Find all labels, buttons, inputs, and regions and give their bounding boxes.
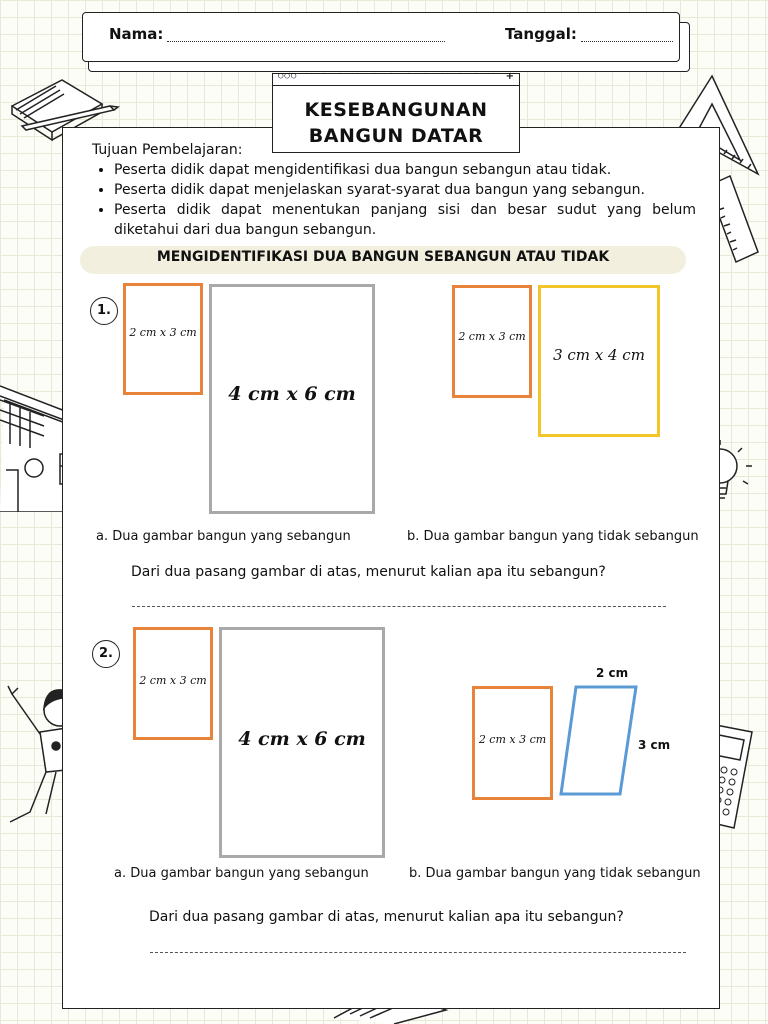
small-rectangle	[123, 283, 203, 395]
dimension-label-top: 2 cm	[596, 666, 629, 680]
parallelogram	[556, 682, 642, 798]
objective-item: • Peserta didik dapat mengidentifikasi dua bangun sebangun atau tidak.	[114, 160, 696, 180]
shape-label: 2 cm x 3 cm	[458, 330, 526, 343]
shape-label: 2 cm x 3 cm	[478, 733, 547, 746]
small-rectangle	[452, 285, 532, 398]
caption-b: b. Dua gambar bangun yang tidak sebangun	[409, 866, 701, 881]
problem-number-1: 1.	[90, 297, 118, 325]
large-rectangle	[219, 627, 385, 858]
large-rectangle	[209, 284, 375, 514]
small-rectangle	[472, 686, 553, 800]
date-field[interactable]	[581, 41, 673, 42]
question-text: Dari dua pasang gambar di atas, menurut kalian apa itu sebangun?	[149, 909, 624, 925]
question-text: Dari dua pasang gambar di atas, menurut kalian apa itu sebangun?	[131, 564, 606, 580]
name-date-header	[82, 12, 680, 62]
name-label: Nama:	[109, 25, 164, 43]
section-banner: MENGIDENTIFIKASI DUA BANGUN SEBANGUN ATAU TIDAK	[80, 246, 686, 274]
objective-item: • Peserta didik dapat menjelaskan syarat-syarat dua bangun yang sebangun.	[114, 180, 696, 200]
caption-a: a. Dua gambar bangun yang sebangun	[96, 529, 351, 544]
caption-a: a. Dua gambar bangun yang sebangun	[114, 866, 369, 881]
dimension-label-side: 3 cm	[638, 738, 671, 752]
title-line-1: KESEBANGUNAN	[304, 99, 488, 121]
objective-item: • Peserta didik dapat menentukan panjang sisi dan besar sudut yang belum diketahui dari dua bangun sebangun.	[114, 200, 696, 240]
medium-rectangle	[538, 285, 660, 437]
objectives-heading: Tujuan Pembelajaran:	[92, 142, 243, 158]
window-dots-icon: ○○○	[278, 71, 298, 81]
date-label: Tanggal:	[505, 25, 577, 43]
page-title	[273, 97, 519, 149]
shape-label: 2 cm x 3 cm	[139, 674, 207, 687]
title-line-2: BANGUN DATAR	[308, 125, 484, 147]
answer-line[interactable]	[132, 606, 666, 607]
objectives-list	[98, 160, 696, 240]
problem-number-2: 2.	[92, 640, 120, 668]
title-window	[272, 73, 520, 153]
plus-icon: +	[505, 71, 514, 82]
shape-label: 2 cm x 3 cm	[129, 326, 197, 339]
title-window-bar	[273, 71, 519, 86]
name-field[interactable]	[167, 41, 445, 42]
shape-label: 3 cm x 4 cm	[553, 346, 645, 364]
shape-label: 4 cm x 6 cm	[228, 383, 356, 405]
small-rectangle	[133, 627, 213, 740]
answer-line[interactable]	[150, 952, 686, 953]
shape-label: 4 cm x 6 cm	[238, 728, 366, 750]
caption-b: b. Dua gambar bangun yang tidak sebangun	[407, 529, 699, 544]
